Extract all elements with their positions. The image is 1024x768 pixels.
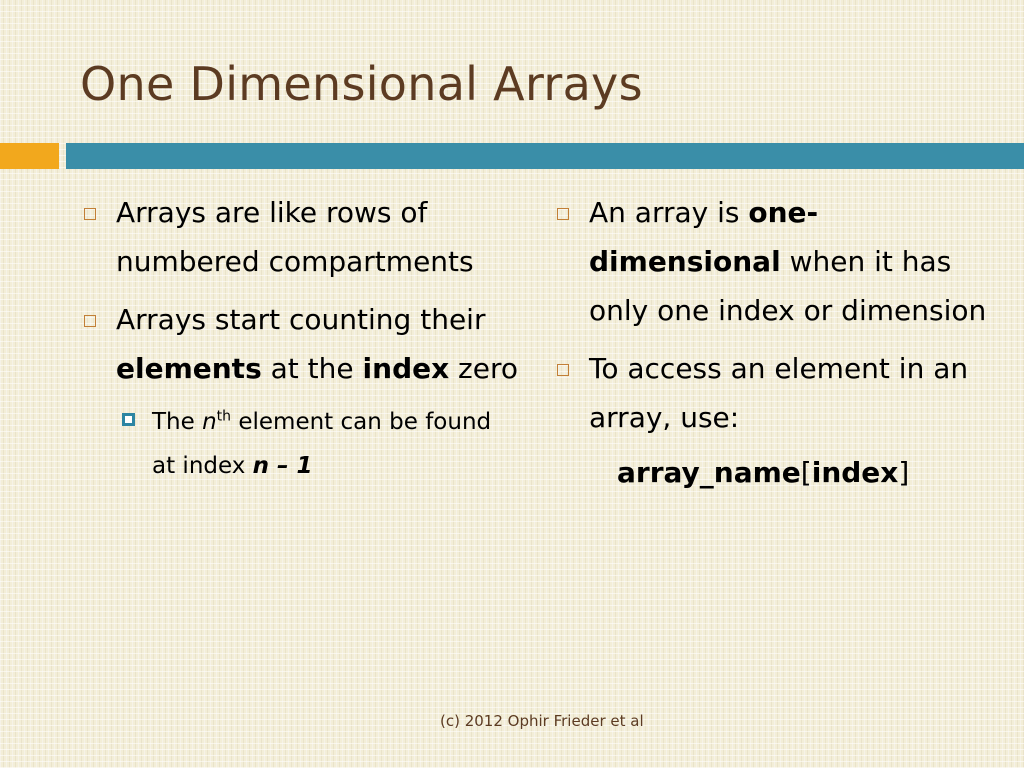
right-column	[553, 188, 993, 495]
bullet-text-mid: at the	[261, 352, 363, 385]
formula-n-minus-1: n – 1	[252, 453, 313, 479]
bullet-item	[80, 188, 520, 286]
bullet-text: Arrays are like rows of numbered compartments	[116, 196, 474, 278]
slide-title: One Dimensional Arrays	[80, 57, 643, 111]
square-bullet-icon	[557, 364, 569, 376]
code-syntax	[553, 451, 993, 495]
bullet-text: To access an element in an array, use:	[589, 352, 969, 434]
square-bullet-icon	[557, 208, 569, 220]
accent-bar-teal	[66, 143, 1024, 169]
bullet-text-end: zero	[449, 352, 519, 385]
bullet-item	[553, 188, 993, 335]
sub-bullet-text-mid: element can be found at index	[152, 409, 492, 479]
bold-term-elements: elements	[116, 352, 262, 385]
bullet-item	[553, 344, 993, 442]
code-array-name: array_name	[617, 456, 801, 489]
bold-term-one-dimensional: one-dimensional	[589, 196, 819, 278]
bullet-item	[80, 295, 520, 393]
bold-term-index: index	[362, 352, 450, 385]
filled-square-bullet-icon	[122, 413, 135, 426]
left-column	[80, 188, 520, 488]
square-bullet-icon	[84, 208, 96, 220]
sub-bullet-item	[80, 400, 520, 488]
square-bullet-icon	[84, 315, 96, 327]
code-index: index	[811, 456, 899, 489]
code-open-bracket: [	[800, 456, 812, 489]
bullet-text-start: Arrays start counting their	[116, 303, 486, 336]
code-close-bracket: ]	[898, 456, 910, 489]
superscript-th: th	[216, 408, 232, 425]
accent-bar-orange	[0, 143, 59, 169]
italic-n: n	[202, 409, 217, 435]
footer-copyright: (c) 2012 Ophir Frieder et al	[440, 712, 644, 730]
bullet-text-start: An array is	[589, 196, 749, 229]
bullet-text-end: when it has only one index or dimension	[589, 245, 987, 327]
sub-bullet-text-start: The	[152, 409, 203, 435]
